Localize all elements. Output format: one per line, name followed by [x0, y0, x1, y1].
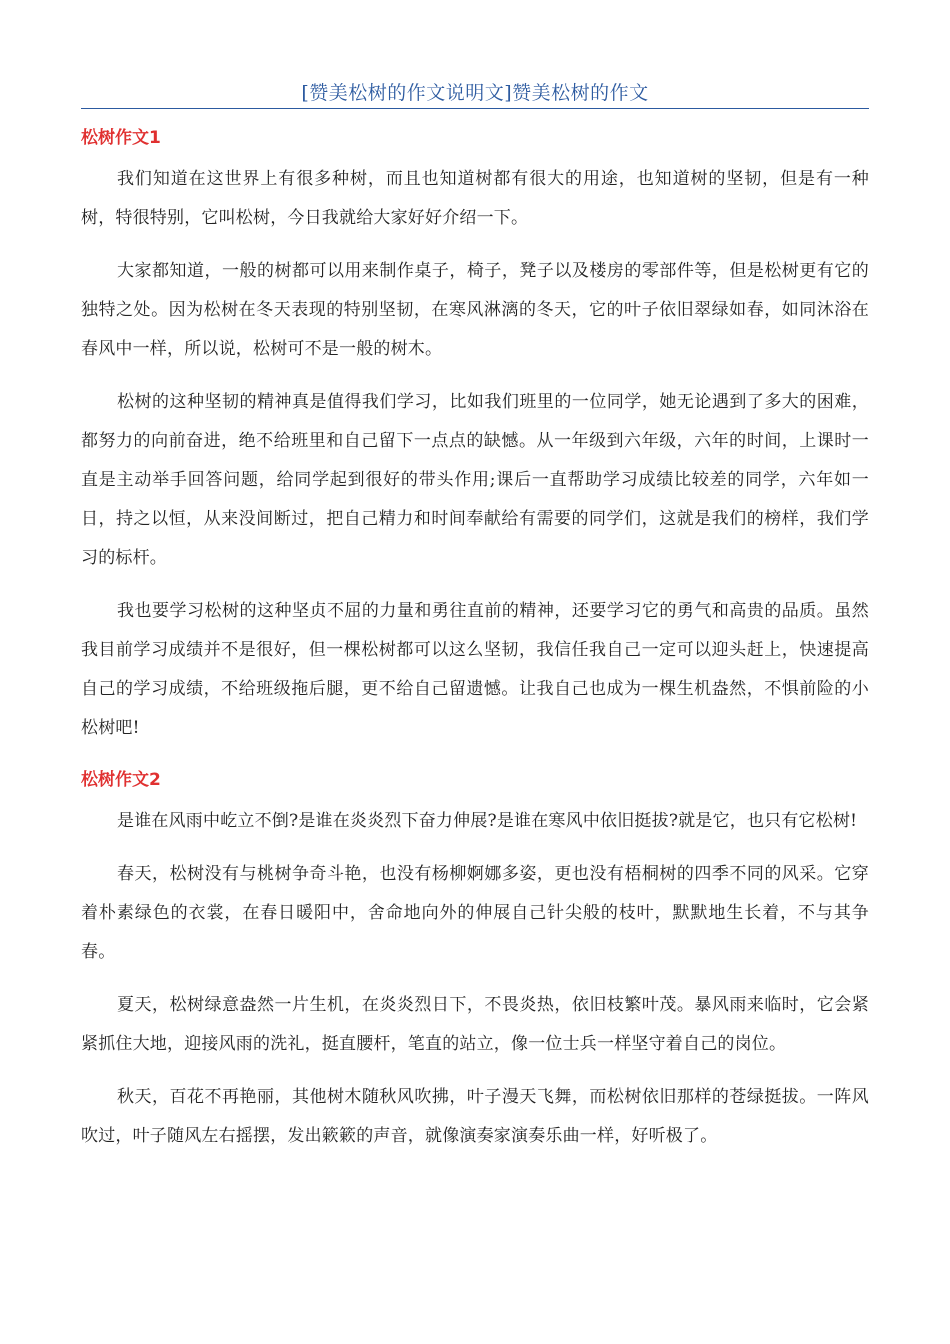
essay-2-paragraph: 夏天，松树绿意盎然一片生机，在炎炎烈日下，不畏炎热，依旧枝繁叶茂。暴风雨来临时，它会紧紧抓住大地，迎接风雨的洗礼，挺直腰杆，笔直的站立，像一位士兵一样坚守着自己的岗位。: [81, 995, 869, 1054]
essay-2-paragraph: 秋天，百花不再艳丽，其他树木随秋风吹拂，叶子漫天飞舞，而松树依旧那样的苍绿挺拔。一阵风吹过，叶子随风左右摇摆，发出簌簌的声音，就像演奏家演奏乐曲一样，好听极了。: [81, 1087, 869, 1146]
essay-2-paragraph: 春天，松树没有与桃树争奇斗艳，也没有杨柳婀娜多姿，更也没有梧桐树的四季不同的风采。它穿着朴素绿色的衣裳，在春日暖阳中，舍命地向外的伸展自己针尖般的枝叶，默默地生长着，不与其争春。: [81, 864, 869, 962]
document-title: [赞美松树的作文说明文]赞美松树的作文: [301, 82, 649, 104]
document-header: [81, 80, 869, 109]
document-body: [81, 126, 869, 1170]
essay-1-paragraph: 松树的这种坚韧的精神真是值得我们学习，比如我们班里的一位同学，她无论遇到了多大的困难，都努力的向前奋进，绝不给班里和自己留下一点点的缺憾。从一年级到六年级，六年的时间，上课时一直是主动举手回答问题，给同学起到很好的带头作用;课后一直帮助学习成绩比较差的同学，六年如一日，持之以恒，从来没间断过，把自己精力和时间奉献给有需要的同学们，这就是我们的榜样，我们学习的标杆。: [81, 392, 869, 568]
essay-1-paragraph: 我们知道在这世界上有很多种树，而且也知道树都有很大的用途，也知道树的坚韧，但是有一种树，特很特别，它叫松树，今日我就给大家好好介绍一下。: [81, 169, 869, 228]
essay-2-heading: 松树作文2: [81, 770, 161, 790]
essay-1-heading: 松树作文1: [81, 128, 161, 148]
essay-1-paragraph: 我也要学习松树的这种坚贞不屈的力量和勇往直前的精神，还要学习它的勇气和高贵的品质。虽然我目前学习成绩并不是很好，但一棵松树都可以这么坚韧，我信任我自己一定可以迎头赶上，快速提高自己的学习成绩，不给班级拖后腿，更不给自己留遗憾。让我自己也成为一棵生机盎然，不惧前险的小松树吧!: [81, 601, 869, 738]
essay-1-paragraph: 大家都知道，一般的树都可以用来制作桌子，椅子，凳子以及楼房的零部件等，但是松树更有它的独特之处。因为松树在冬天表现的特别坚韧，在寒风淋漓的冬天，它的叶子依旧翠绿如春，如同沐浴在春风中一样，所以说，松树可不是一般的树木。: [81, 261, 869, 359]
essay-2-paragraph: 是谁在风雨中屹立不倒?是谁在炎炎烈下奋力伸展?是谁在寒风中依旧挺拔?就是它，也只有它松树!: [117, 811, 858, 831]
